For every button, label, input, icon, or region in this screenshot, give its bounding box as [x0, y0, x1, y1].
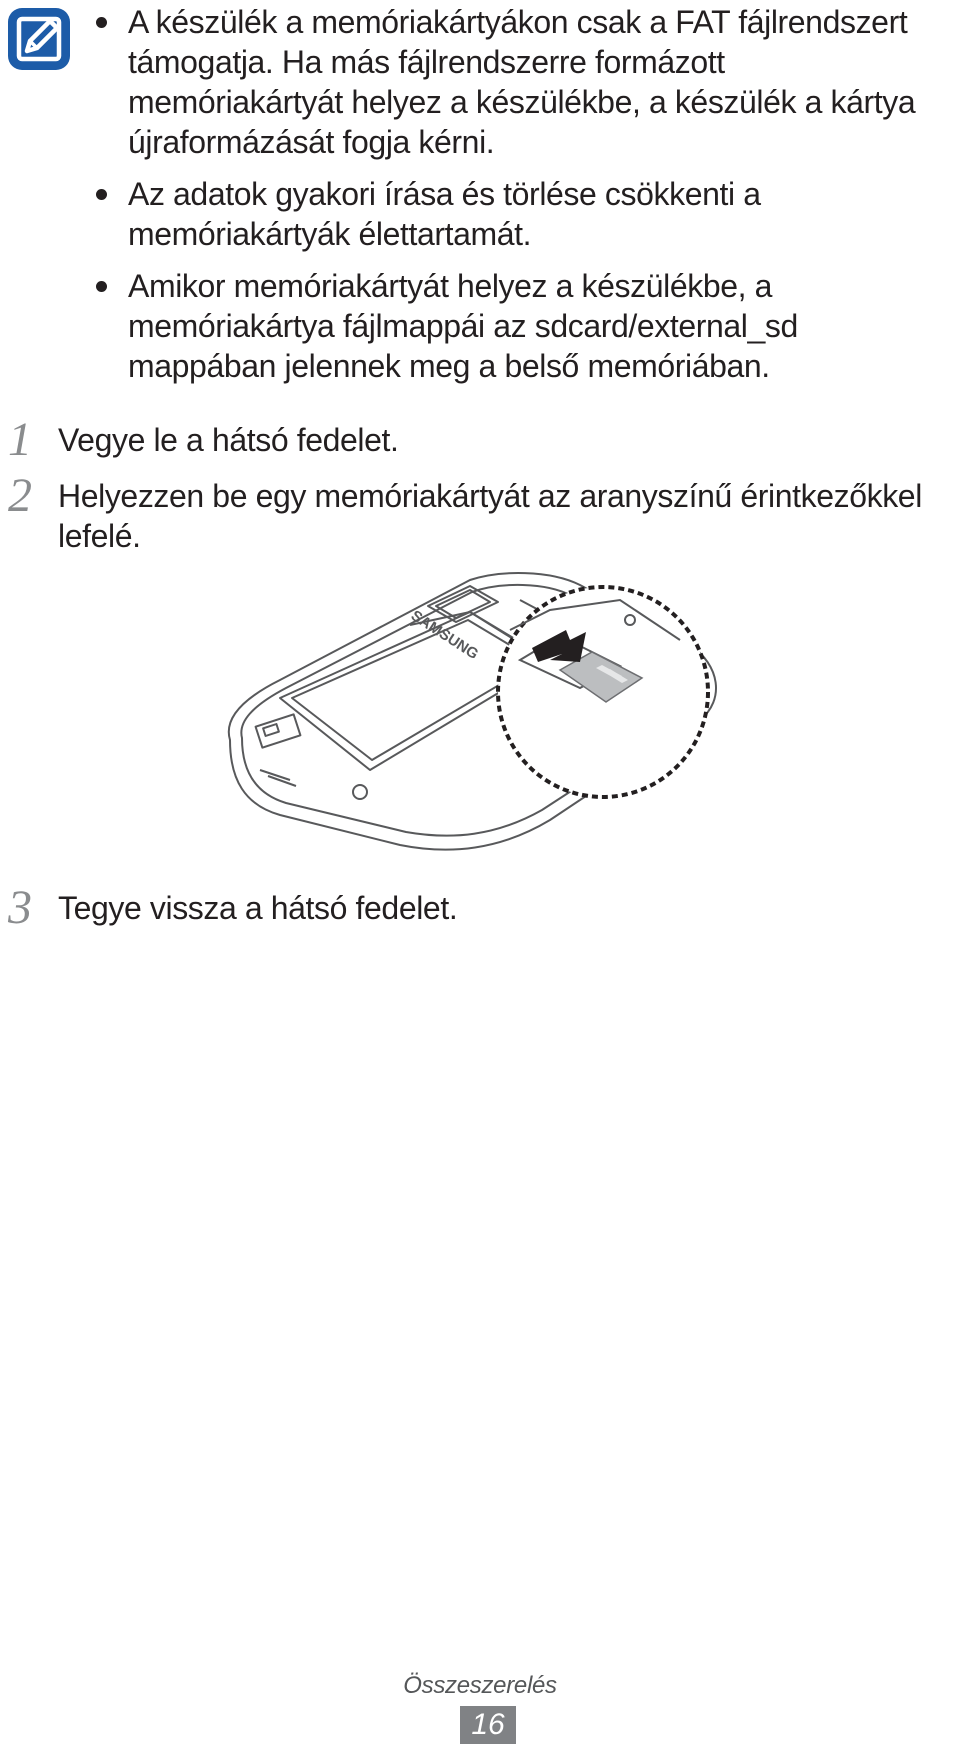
note-bullet: [96, 266, 946, 386]
bullet-dot-icon: [96, 281, 107, 292]
step-text: Helyezzen be egy memóriakártyát az aranyszínű érintkezőkkel lefelé.: [58, 478, 922, 554]
page-number: 16: [460, 1706, 516, 1744]
step-number: 2: [8, 469, 32, 522]
step-number: 3: [8, 881, 32, 934]
note-bullet-text: Az adatok gyakori írása és törlése csökkenti a memóriakártyák élettartamát.: [128, 176, 761, 252]
note-bullet: [96, 174, 946, 254]
bullet-dot-icon: [96, 17, 107, 28]
section-title: Összeszerelés: [403, 1672, 557, 1699]
note-bullet-text: A készülék a memóriakártyákon csak a FAT fájlrendszert támogatja. Ha más fájlrendszerre formázott memóriakártyát helyez a készülékbe, a készülék a kártya újraformázását fogja kérni.: [128, 4, 916, 160]
bullet-dot-icon: [96, 189, 107, 200]
brand-label: SAMSUNG: [407, 607, 482, 664]
note-pencil-icon: [6, 6, 72, 72]
note-bullet: [96, 2, 946, 162]
step-number: 1: [8, 413, 32, 466]
phone-memory-card-insert-icon: [220, 570, 740, 855]
step-text: Tegye vissza a hátsó fedelet.: [58, 890, 458, 926]
note-bullet-text: Amikor memóriakártyát helyez a készülékbe, a memóriakártya fájlmappái az sdcard/external_sd mappában jelennek meg a belső memóriában.: [128, 268, 798, 384]
step-text: Vegye le a hátsó fedelet.: [58, 422, 399, 458]
note-bullet-list: [96, 2, 946, 398]
